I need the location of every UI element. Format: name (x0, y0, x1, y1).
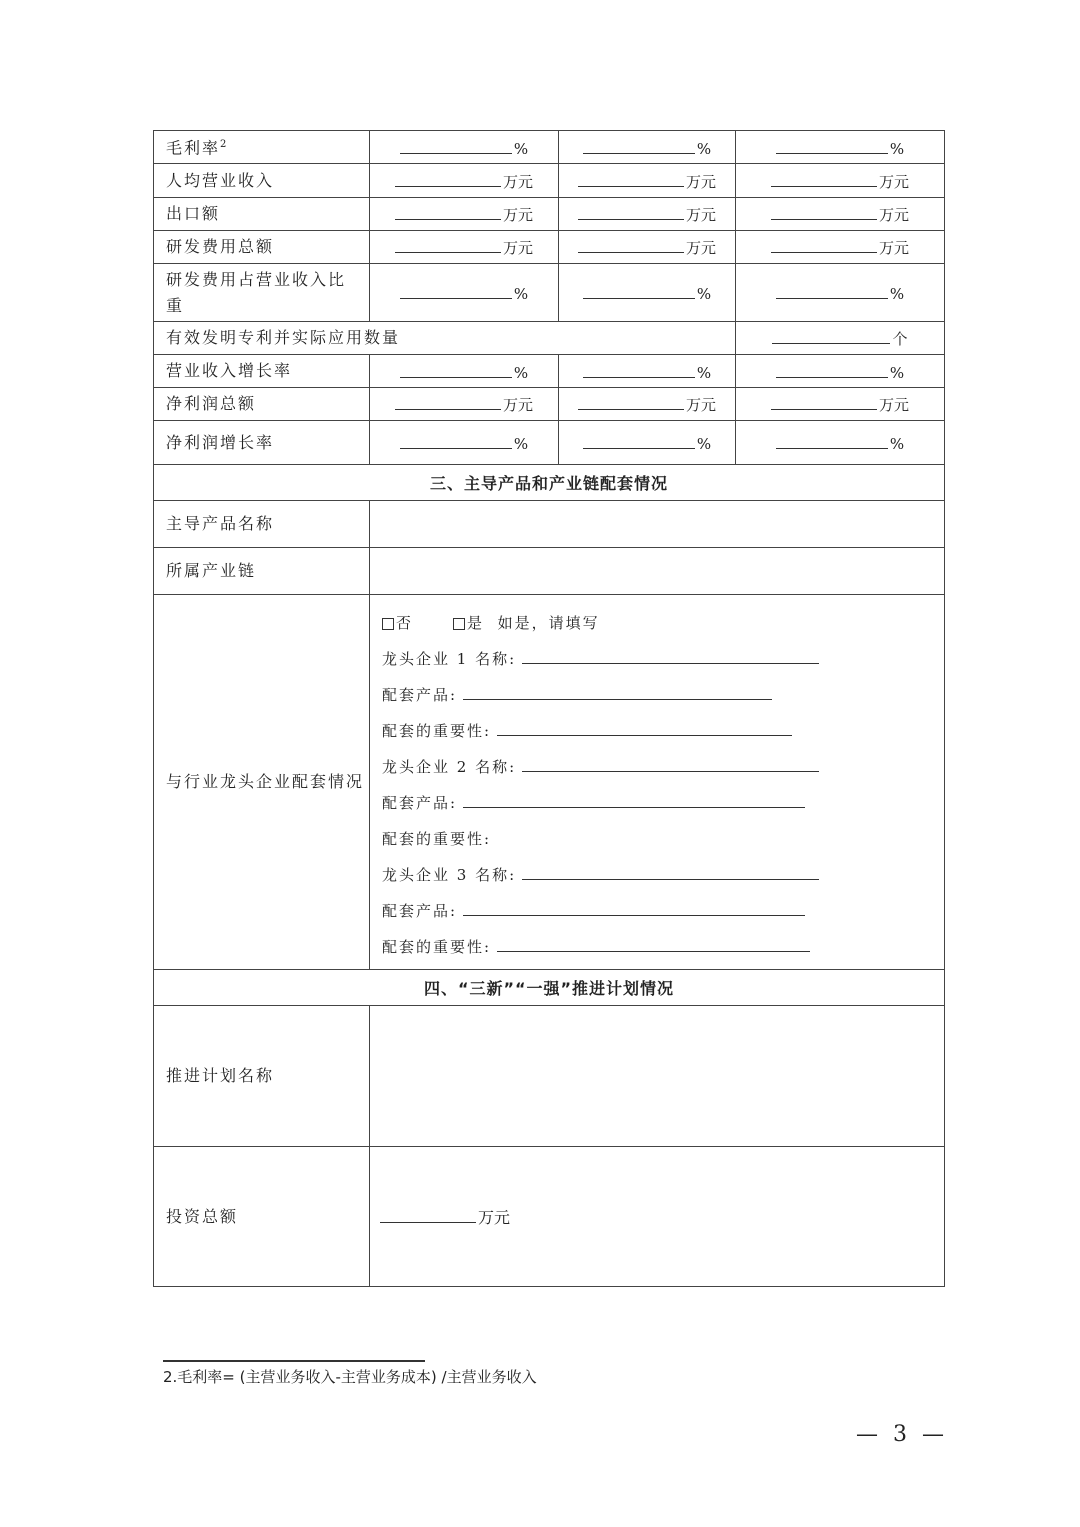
footnote-marker: 2 (220, 139, 229, 151)
finance-row-label (154, 355, 370, 388)
finance-label-text: 研发费用占营业收入比重 (166, 269, 347, 315)
unit-label: 万元 (878, 239, 909, 257)
unit-label: 个 (892, 330, 908, 348)
value-input-line[interactable] (583, 282, 695, 299)
value-input-line[interactable] (400, 361, 512, 378)
finance-value-cell (559, 264, 736, 322)
finance-value-cell (736, 421, 945, 465)
no-checkbox[interactable] (382, 618, 394, 630)
value-input-line[interactable] (583, 137, 695, 154)
value-input-line[interactable] (400, 137, 512, 154)
value-input-line[interactable] (776, 361, 888, 378)
finance-row (154, 355, 945, 388)
finance-row (154, 231, 945, 264)
yes-no-line (382, 609, 944, 645)
unit-label: 万元 (878, 396, 909, 414)
yes-checkbox[interactable] (453, 618, 465, 630)
investment-field[interactable] (380, 1206, 476, 1223)
finance-value-cell (370, 131, 559, 164)
value-input-line[interactable] (772, 327, 890, 344)
value-input-line[interactable] (771, 170, 877, 187)
unit-label: 万元 (878, 206, 909, 224)
unit-label: % (513, 435, 529, 453)
section-3 (154, 465, 945, 970)
application-form-table (153, 130, 945, 1287)
finance-value-cell (370, 198, 559, 231)
investment-cell (370, 1147, 945, 1287)
value-input-line[interactable] (776, 432, 888, 449)
if-yes-note: 如是，请填写 (497, 614, 600, 632)
finance-row-label (154, 198, 370, 231)
unit-label: % (889, 285, 905, 303)
importance-1-label: 配套的重要性: (382, 722, 492, 740)
leader-3-label: 龙头企业 3 名称: (382, 866, 517, 884)
unit-label: 万元 (685, 172, 716, 191)
finance-row (154, 421, 945, 465)
importance-2-label: 配套的重要性: (382, 830, 492, 848)
option-no-label: 否 (396, 614, 414, 632)
unit-label: % (889, 363, 905, 382)
finance-label-text: 净利润总额 (166, 394, 257, 413)
finance-value-cell (736, 264, 945, 322)
value-input-line[interactable] (578, 393, 684, 410)
finance-value-cell (370, 421, 559, 465)
value-input-line[interactable] (776, 282, 888, 299)
finance-value-cell (736, 355, 945, 388)
unit-label: % (696, 139, 712, 158)
finance-row-label (154, 164, 370, 198)
unit-label: 万元 (878, 172, 909, 191)
product-3-field[interactable] (463, 897, 805, 916)
finance-value-cell (370, 355, 559, 388)
finance-row-label (154, 388, 370, 421)
unit-label: 万元 (502, 172, 533, 191)
value-input-line[interactable] (771, 203, 877, 220)
finance-row (154, 264, 945, 322)
finance-label-text: 人均营业收入 (166, 170, 275, 190)
finance-value-cell (559, 355, 736, 388)
unit-label: % (889, 139, 905, 158)
product-2-label: 配套产品: (382, 794, 458, 812)
finance-row-label (154, 421, 370, 465)
section-4-title: 四、“三新”“一强”推进计划情况 (154, 970, 945, 1006)
importance-3-label: 配套的重要性: (382, 938, 492, 956)
product-1-label: 配套产品: (382, 686, 458, 704)
finance-value-cell (559, 131, 736, 164)
finance-value-cell (559, 388, 736, 421)
finance-value-cell (370, 231, 559, 264)
footnote-separator (163, 1360, 425, 1362)
importance-3-field[interactable] (497, 933, 810, 952)
finance-value-cell (736, 231, 945, 264)
finance-label-text: 有效发明专利并实际应用数量 (166, 328, 401, 347)
leader-2-field[interactable] (522, 753, 819, 772)
investment-label: 投资总额 (154, 1147, 370, 1287)
unit-label: % (513, 363, 529, 382)
finance-row (154, 198, 945, 231)
finance-label-text: 研发费用总额 (166, 237, 275, 256)
plan-name-label: 推进计划名称 (154, 1006, 370, 1147)
value-input-line[interactable] (771, 236, 877, 253)
finance-row (154, 322, 945, 355)
unit-label: % (696, 435, 712, 453)
finance-value-cell (559, 164, 736, 198)
value-input-line[interactable] (578, 203, 684, 220)
value-input-line[interactable] (578, 236, 684, 253)
finance-value-cell (559, 198, 736, 231)
finance-value-cell (736, 388, 945, 421)
value-input-line[interactable] (583, 432, 695, 449)
finance-row-label (154, 322, 736, 355)
unit-label: 万元 (685, 396, 716, 414)
product-1-field[interactable] (463, 681, 772, 700)
unit-label: % (696, 285, 712, 303)
unit-label: % (513, 139, 529, 158)
finance-value-cell (736, 198, 945, 231)
finance-row-label (154, 264, 370, 322)
unit-label: 万元 (685, 206, 716, 224)
finance-value-cell (370, 264, 559, 322)
finance-row (154, 388, 945, 421)
unit-label: 万元 (502, 206, 533, 224)
finance-value-cell (736, 322, 945, 355)
finance-label-text: 毛利率 (166, 138, 221, 158)
value-input-line[interactable] (395, 236, 501, 253)
supporting-label: 与行业龙头企业配套情况 (154, 595, 370, 970)
value-input-line[interactable] (395, 203, 501, 220)
section-4 (154, 970, 945, 1287)
product-2-field[interactable] (463, 789, 805, 808)
footnote: 2.毛利率= (主营业务收入-主营业务成本) /主营业务收入 (163, 1368, 537, 1386)
importance-1-field[interactable] (497, 717, 792, 736)
main-product-field[interactable] (370, 501, 945, 548)
main-product-label: 主导产品名称 (154, 501, 370, 548)
product-3-label: 配套产品: (382, 902, 458, 920)
finance-row (154, 131, 945, 164)
finance-label-text: 出口额 (166, 204, 221, 223)
value-input-line[interactable] (771, 393, 877, 410)
finance-label-text: 净利润增长率 (166, 432, 275, 452)
unit-label: % (889, 435, 905, 453)
leader-1-field[interactable] (522, 645, 819, 664)
section-3-title: 三、主导产品和产业链配套情况 (154, 465, 945, 501)
finance-value-cell (370, 388, 559, 421)
finance-row (154, 164, 945, 198)
value-input-line[interactable] (400, 282, 512, 299)
unit-label: 万元 (502, 396, 533, 414)
value-input-line[interactable] (583, 361, 695, 378)
industry-chain-label: 所属产业链 (154, 548, 370, 595)
investment-unit: 万元 (478, 1208, 511, 1227)
leader-1-label: 龙头企业 1 名称: (382, 650, 517, 668)
industry-chain-field[interactable] (370, 548, 945, 595)
page-number: — 3 — (856, 1422, 948, 1447)
value-input-line[interactable] (395, 170, 501, 187)
finance-value-cell (559, 421, 736, 465)
leader-3-field[interactable] (522, 861, 819, 880)
finance-indicators (154, 131, 945, 465)
value-input-line[interactable] (400, 432, 512, 449)
option-yes-label: 是 (467, 614, 485, 632)
finance-label-text: 营业收入增长率 (166, 361, 293, 380)
finance-row-label (154, 231, 370, 264)
unit-label: 万元 (502, 239, 533, 257)
unit-label: 万元 (685, 239, 716, 257)
supporting-details (370, 595, 945, 970)
unit-label: % (513, 285, 529, 303)
value-input-line[interactable] (776, 137, 888, 154)
finance-value-cell (736, 131, 945, 164)
leader-2-label: 龙头企业 2 名称: (382, 758, 517, 776)
value-input-line[interactable] (395, 393, 501, 410)
plan-name-field[interactable] (370, 1006, 945, 1147)
finance-value-cell (736, 164, 945, 198)
unit-label: % (696, 363, 712, 382)
finance-row-label (154, 131, 370, 164)
value-input-line[interactable] (578, 170, 684, 187)
finance-value-cell (370, 164, 559, 198)
finance-value-cell (559, 231, 736, 264)
